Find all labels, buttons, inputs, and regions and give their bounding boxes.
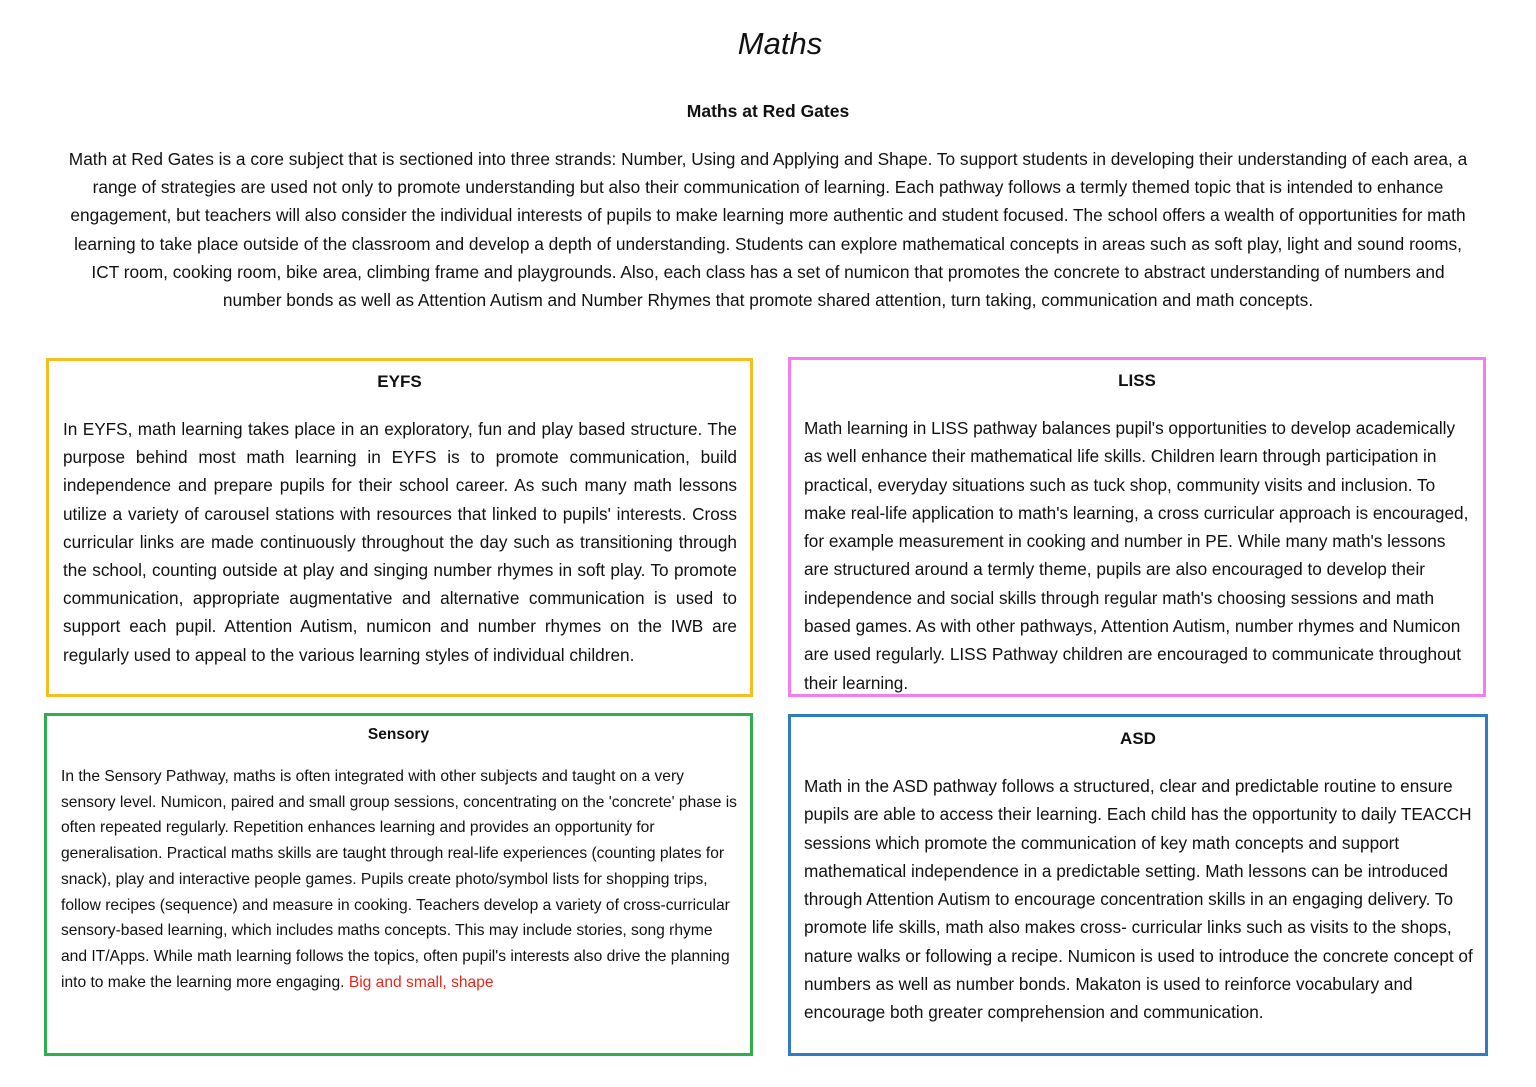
asd-body: Math in the ASD pathway follows a structured, clear and predictable routine to ensure pupils are able to access their learning. Each child has the opportunity to daily TEACCH sessions which promote the communication of key math concepts and support mathematical independence in a predictable setting. Math lessons can be introduced through Attention Autism to encourage concentration skills in an engaging delivery. To promote life skills, math also makes cross- curricular links such as visits to the shops, nature walks or following a recipe. Numicon is used to introduce the concrete concept of numbers as well as number bonds. Makaton is used to reinforce vocabulary and encourage both greater comprehension and communication.	[804, 776, 1473, 1023]
sensory-highlight-note: Big and small, shape	[348, 973, 494, 991]
eyfs-section	[46, 358, 753, 697]
sensory-section	[44, 713, 753, 1056]
eyfs-body: In EYFS, math learning takes place in an exploratory, fun and play based structure. The purpose behind most math learning in EYFS is to promote communication, build independence and prepare pupils for their school career. As such many math lessons utilize a variety of carousel stations with resources that linked to pupils' interests. Cross curricular links are made continuously throughout the day such as transitioning through the school, counting outside at play and singing number rhymes in soft play. To promote communication, appropriate augmentative and alternative communication is used to support each pupil. Attention Autism, numicon and number rhymes on the IWB are regularly used to appeal to the various learning styles of individual children.	[63, 419, 737, 665]
asd-heading: ASD	[1120, 729, 1156, 748]
liss-body: Math learning in LISS pathway balances pupil's opportunities to develop academically as well enhance their mathematical life skills. Children learn through participation in practical, everyday situations such as tuck shop, community visits and inclusion. To make real-life application to math's learning, a cross curricular approach is encouraged, for example measurement in cooking and number in PE. While many math's lessons are structured around a termly theme, pupils are also encouraged to develop their independence and social skills through regular math's choosing sessions and math based games. As with other pathways, Attention Autism, number rhymes and Numicon are used regularly. LISS Pathway children are encouraged to communicate throughout their learning.	[804, 418, 1469, 693]
eyfs-heading: EYFS	[377, 372, 422, 391]
page-title: Maths	[737, 26, 823, 61]
liss-heading: LISS	[1118, 371, 1156, 390]
sensory-body-paragraph	[61, 764, 740, 995]
liss-section	[788, 357, 1486, 697]
intro-paragraph: Math at Red Gates is a core subject that is sectioned into three strands: Number, Using and Applying and Shape. To support students in developing their understanding of each area, a range of strategies are used not only to promote understanding but also their communication of learning. Each pathway follows a termly themed topic that is intended to enhance engagement, but teachers will also consider the individual interests of pupils to make learning more authentic and student focused. The school offers a wealth of opportunities for math learning to take place outside of the classroom and develop a depth of understanding. Students can explore mathematical concepts in areas such as soft play, light and sound rooms, ICT room, cooking room, bike area, climbing frame and playgrounds. Also, each class has a set of numicon that promotes the concrete to abstract understanding of numbers and number bonds as well as Attention Autism and Number Rhymes that promote shared attention, turn taking, communication and math concepts.	[68, 149, 1468, 311]
sensory-body: In the Sensory Pathway, maths is often integrated with other subjects and taught on a very sensory level. Numicon, paired and small group sessions, concentrating on the 'concrete' phase is often repeated regularly. Repetition enhances learning and provides an opportunity for generalisation. Practical maths skills are taught through real-life experiences (counting plates for snack), play and interactive people games. Pupils create photo/symbol lists for shopping trips, follow recipes (sequence) and measure in cooking. Teachers develop a variety of cross-curricular sensory-based learning, which includes maths concepts. This may include stories, song rhyme and IT/Apps. While math learning follows the topics, often pupil's interests also drive the planning into to make the learning more engaging.	[61, 768, 737, 991]
asd-section	[788, 714, 1488, 1056]
sensory-heading: Sensory	[367, 726, 430, 743]
page-subtitle: Maths at Red Gates	[686, 101, 850, 121]
